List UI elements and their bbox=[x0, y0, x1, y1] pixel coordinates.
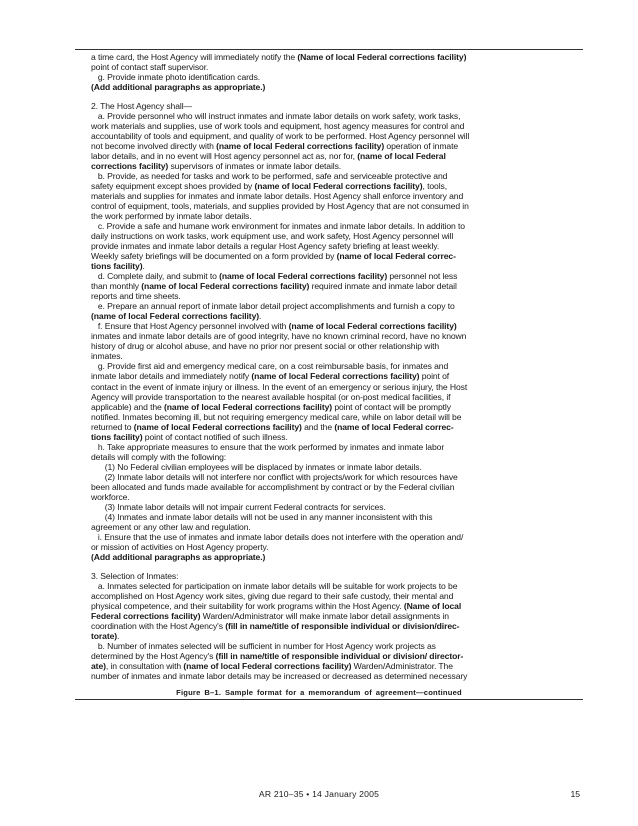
text-line: 3. Selection of Inmates: bbox=[91, 570, 179, 581]
text-line: Agency will provide transportation to the nearest available hospital (or on-post medical facilities, if bbox=[91, 391, 451, 402]
text-line: the work performed by inmate labor details. bbox=[91, 211, 252, 222]
text-line: contact in the event of inmate injury or illness. In the event of an emergency or serious injury, the Host bbox=[91, 381, 468, 392]
text-line: inmates and inmate labor details are of good integrity, have no known criminal record, have no known bbox=[91, 331, 467, 342]
text-line: coordination with the Host Agency's (fill in name/title of responsible individual or division/direc- bbox=[91, 620, 460, 631]
text-line: tions facility). bbox=[91, 261, 145, 272]
text-line: d. Complete daily, and submit to (name of local Federal corrections facility) personnel not less bbox=[91, 271, 458, 282]
text-line bbox=[91, 562, 577, 571]
text-line: work materials and supplies, use of work tools and equipment, host agency measures for control and bbox=[91, 121, 465, 132]
text-line: point of contact staff supervisor. bbox=[91, 62, 209, 73]
text-line: Federal corrections facility) Warden/Administrator will make inmate labor detail assignments in bbox=[91, 610, 449, 621]
text-line: provide inmates and inmate labor details a regular Host Agency safety briefing at least weekly. bbox=[91, 241, 440, 252]
text-line: been allocated and funds made available for accomplishment by contract or by the Federal civilian bbox=[91, 481, 455, 492]
text-line: torate). bbox=[91, 630, 120, 641]
bottom-rule bbox=[75, 699, 583, 700]
text-line: reports and time sheets. bbox=[91, 291, 181, 302]
text-line: (Add additional paragraphs as appropriate.) bbox=[91, 551, 266, 562]
text-line: 2. The Host Agency shall— bbox=[91, 101, 192, 112]
text-line: (name of local Federal corrections facility). bbox=[91, 311, 262, 322]
text-line: (4) Inmates and inmate labor details will not be used in any manner inconsistent with this bbox=[91, 511, 433, 522]
text-line: inmate labor details and immediately notify (name of local Federal corrections facility) point of bbox=[91, 371, 450, 382]
text-line: g. Provide inmate photo identification cards. bbox=[91, 72, 261, 83]
text-line: accomplished on Host Agency work sites, giving due regard to their safe custody, their mental and bbox=[91, 590, 454, 601]
memorandum-body-text bbox=[91, 52, 577, 681]
text-line: or mission of activities on Host Agency property. bbox=[91, 541, 269, 552]
page-number: 15 bbox=[570, 789, 580, 799]
text-line: i. Ensure that the use of inmates and inmate labor details does not interfere with the operation and/ bbox=[91, 531, 464, 542]
text-line: number of inmates and inmate labor details may be increased or decreased as determined necessary bbox=[91, 670, 468, 681]
text-line: safety equipment except shoes provided by (name of local Federal corrections facility), tools, bbox=[91, 181, 448, 192]
text-line: h. Take appropriate measures to ensure that the work performed by inmates and inmate labor bbox=[91, 441, 445, 452]
text-line: physical competence, and their suitability for work programs within the Host Agency. (Name of local bbox=[91, 600, 462, 611]
text-line: ate), in consultation with (name of local Federal corrections facility) Warden/Administrator. The bbox=[91, 660, 453, 671]
text-line: daily instructions on work tasks, work equipment use, and work safety, Host Agency personnel will bbox=[91, 231, 454, 242]
text-line: than monthly (name of local Federal corrections facility) required inmate and inmate labor detail bbox=[91, 281, 457, 292]
text-line: (2) Inmate labor details will not interfere nor conflict with projects/work for which resources have bbox=[91, 471, 458, 482]
text-line: b. Number of inmates selected will be sufficient in number for Host Agency work projects as bbox=[91, 640, 436, 651]
text-line: returned to (name of local Federal corrections facility) and the (name of local Federal correc- bbox=[91, 421, 454, 432]
text-line: g. Provide first aid and emergency medical care, on a cost reimbursable basis, for inmates and bbox=[91, 361, 449, 372]
text-line: control of equipment, tools, materials, and supplies provided by Host Agency that are not consumed in bbox=[91, 201, 469, 212]
text-line: a time card, the Host Agency will immediately notify the (Name of local Federal corrections facility) bbox=[91, 52, 467, 62]
text-line: (3) Inmate labor details will not impair current Federal contracts for services. bbox=[91, 501, 386, 512]
text-line: c. Provide a safe and humane work environment for inmates and inmate labor details. In addition to bbox=[91, 221, 465, 232]
text-line: history of drug or alcohol abuse, and have no prior nor present social or other relationship with bbox=[91, 341, 440, 352]
figure-caption: Figure B–1. Sample format for a memorandum of agreement—continued bbox=[176, 688, 462, 697]
text-line: b. Provide, as needed for tasks and work to be performed, safe and serviceable protective and bbox=[91, 171, 448, 182]
text-line: a. Inmates selected for participation on inmate labor details will be suitable for work projects to be bbox=[91, 580, 458, 591]
text-line: notified. Inmates becoming ill, but not requiring emergency medical care, while on labor detail will be bbox=[91, 411, 462, 422]
text-line: (Add additional paragraphs as appropriate.) bbox=[91, 82, 266, 93]
text-line: inmates. bbox=[91, 351, 123, 362]
text-line: corrections facility) supervisors of inmates or inmate labor details. bbox=[91, 161, 342, 172]
text-line: tions facility) point of contact notified of such illness. bbox=[91, 431, 288, 442]
text-line bbox=[91, 92, 577, 101]
text-line: materials and supplies for inmates and inmate labor details. Host Agency shall enforce inventory and bbox=[91, 191, 464, 202]
text-line: not become involved directly with (name of local Federal corrections facility) operation of inmate bbox=[91, 141, 459, 152]
text-line: applicable) and the (name of local Federal corrections facility) point of contact will be promptly bbox=[91, 401, 451, 412]
text-line: e. Prepare an annual report of inmate labor detail project accomplishments and furnish a copy to bbox=[91, 301, 455, 312]
text-line: (1) No Federal civilian employees will be displaced by inmates or inmate labor details. bbox=[91, 461, 422, 472]
top-rule bbox=[75, 49, 583, 50]
footer-document-id: AR 210–35 • 14 January 2005 bbox=[258, 789, 380, 799]
text-line: Weekly safety briefings will be documented on a form provided by (name of local Federal correc- bbox=[91, 251, 456, 262]
text-line: details will comply with the following: bbox=[91, 451, 227, 462]
text-line: determined by the Host Agency's (fill in name/title of responsible individual or division/ director- bbox=[91, 650, 464, 661]
text-line: agreement or any other law and regulation. bbox=[91, 521, 251, 532]
text-line: accountability of tools and equipment, and quality of work to be performed. Host Agency personnel will bbox=[91, 131, 470, 142]
text-line: a. Provide personnel who will instruct inmates and inmate labor details on work safety, work tasks, bbox=[91, 111, 461, 122]
text-line: f. Ensure that Host Agency personnel involved with (name of local Federal corrections facility) bbox=[91, 321, 457, 332]
text-line: workforce. bbox=[91, 491, 130, 502]
text-line: labor details, and in no event will Host agency personnel act as, nor for, (name of local Federal bbox=[91, 151, 446, 162]
